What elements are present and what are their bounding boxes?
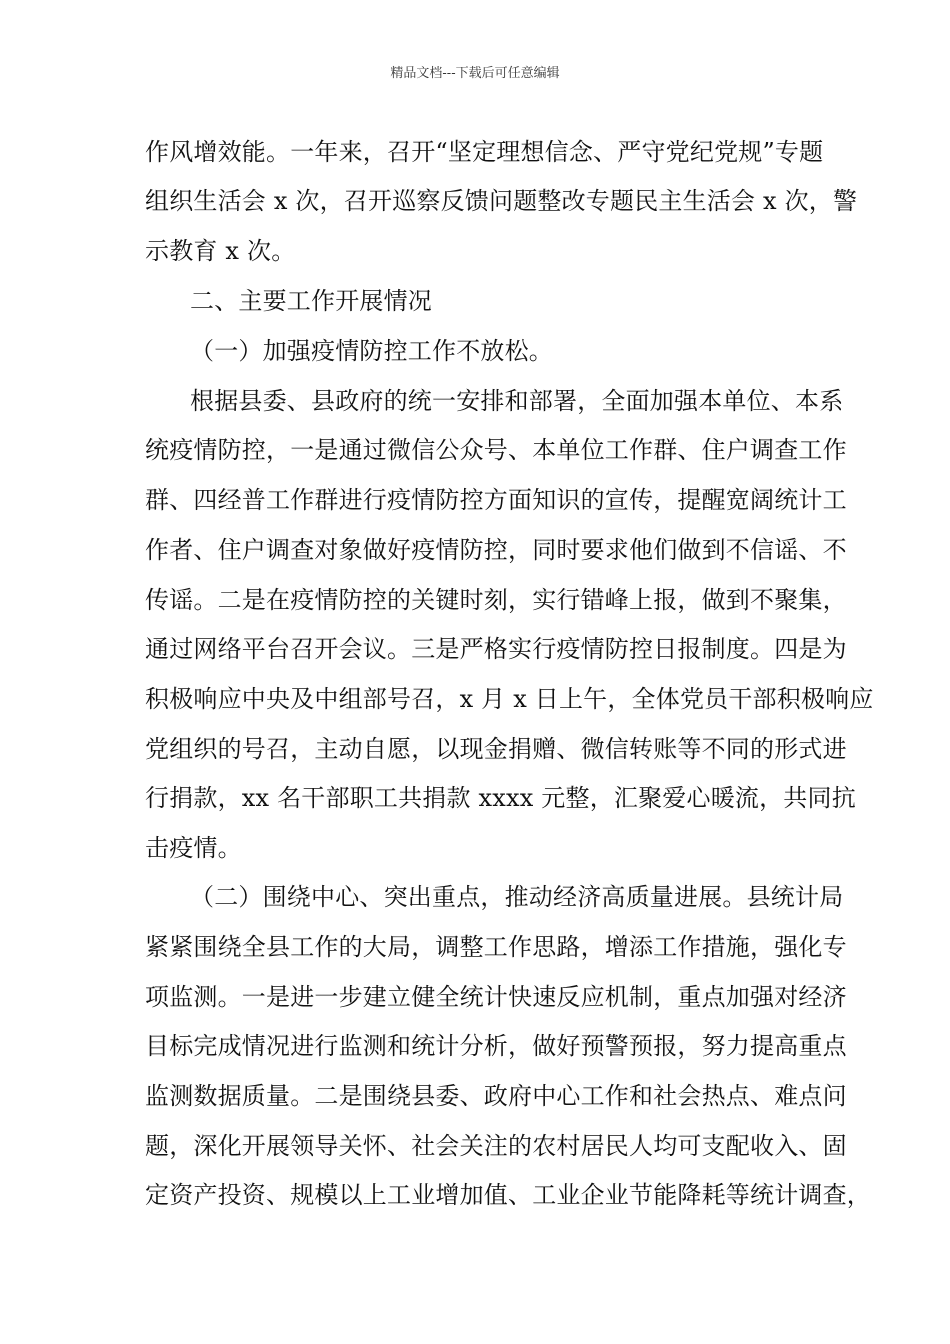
body-line: 示教育 x 次。	[145, 237, 296, 265]
body-line: 监测数据质量。二是围绕县委、政府中心工作和社会热点、难点问	[145, 1082, 847, 1110]
body-line: 题，深化开展领导关怀、社会关注的农村居民人均可支配收入、固	[145, 1132, 847, 1160]
body-line: 根据县委、县政府的统一安排和部署，全面加强本单位、本系	[190, 387, 844, 415]
body-line: 组织生活会 x 次，召开巡察反馈问题整改专题民主生活会 x 次，警	[145, 187, 858, 215]
body-line: 击疫情。	[145, 834, 242, 862]
body-line: 积极响应中央及中组部号召，x 月 x 日上午，全体党员干部积极响应	[145, 685, 874, 713]
body-line: 党组织的号召，主动自愿，以现金捐赠、微信转账等不同的形式进	[145, 735, 847, 763]
body-line: 作风增效能。一年来，召开“坚定理想信念、严守党纪党规”专题	[145, 138, 824, 166]
body-line: 定资产投资、规模以上工业增加值、工业企业节能降耗等统计调查，	[145, 1181, 871, 1209]
body-line: 目标完成情况进行监测和统计分析，做好预警预报，努力提高重点	[145, 1032, 847, 1060]
body-line: 群、四经普工作群进行疫情防控方面知识的宣传，提醒宽阔统计工	[145, 486, 847, 514]
body-line: 通过网络平台召开会议。三是严格实行疫情防控日报制度。四是为	[145, 635, 847, 663]
body-line: 作者、住户调查对象做好疫情防控，同时要求他们做到不信谣、不	[145, 536, 847, 564]
subsection-heading: （一）加强疫情防控工作不放松。	[190, 337, 553, 365]
body-line: 行捐款，xx 名干部职工共捐款 xxxx 元整，汇聚爱心暖流，共同抗	[145, 784, 856, 812]
page-header: 精品文档---下载后可任意编辑	[390, 66, 560, 81]
body-line: 紧紧围绕全县工作的大局，调整工作思路，增添工作措施，强化专	[145, 933, 847, 961]
body-line: 项监测。一是进一步建立健全统计快速反应机制，重点加强对经济	[145, 983, 847, 1011]
section-heading: 二、主要工作开展情况	[190, 287, 432, 315]
subsection-heading: （二）围绕中心、突出重点，推动经济高质量进展。县统计局	[190, 883, 844, 911]
body-line: 统疫情防控，一是通过微信公众号、本单位工作群、住户调查工作	[145, 436, 847, 464]
body-line: 传谣。二是在疫情防控的关键时刻，实行错峰上报，做到不聚集，	[145, 586, 847, 614]
